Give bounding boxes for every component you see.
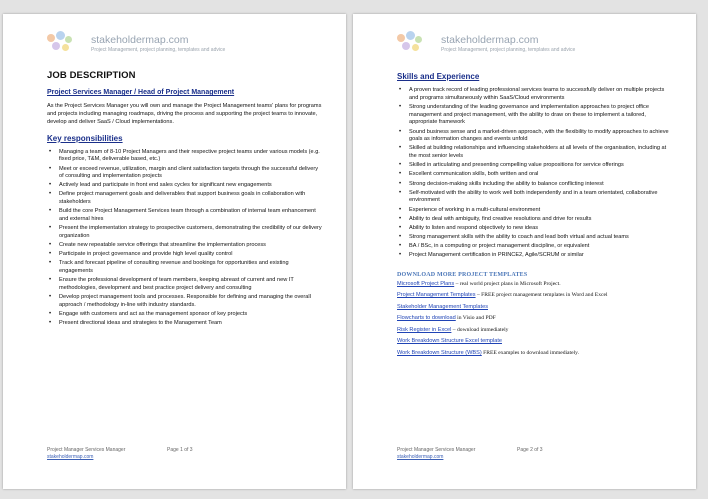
responsibilities-list [47, 149, 324, 328]
responsibility-item: • Engage with customers and act as the management sponsor of key projects [47, 311, 324, 319]
skill-item: • Ability to deal with ambiguity, find creative resolutions and drive for results [397, 216, 674, 224]
document-page-2 [353, 14, 696, 489]
skill-item: • BA / BSc, in a computing or project management discipline, or equivalent [397, 243, 674, 251]
skills-list [397, 87, 674, 260]
responsibility-item: • Track and forecast pipeline of consulting revenue and bookings for opportunities and existing engagements [47, 260, 324, 276]
stakeholdermap-logo-icon [395, 30, 425, 54]
skills-heading: Skills and Experience [397, 72, 480, 81]
skill-item: • Project Management certification in PRINCE2, Agile/SCRUM or similar [397, 252, 674, 260]
download-link[interactable]: Stakeholder Management Templates [397, 303, 489, 310]
page-2-content [397, 72, 674, 360]
download-description: – real world project plans in Microsoft Project. [454, 280, 561, 287]
download-link[interactable]: Microsoft Project Plans [397, 280, 455, 287]
responsibility-item: • Managing a team of 8-10 Project Managers and their respective project teams under various models (e.g. fixed price, T&M, deliverable based, etc.) [47, 149, 324, 165]
intro-paragraph: As the Project Services Manager you will own and manage the Project Management teams' plans for programs and projects including managing roadmaps, driving the process and supporting the project teams to innovate, develop and deliver SaaS / Cloud implementations. [47, 103, 322, 126]
footer-page-number: Page 2 of 3 [517, 447, 543, 453]
brand-tagline: Project Management, project planning, templates and advice [91, 47, 226, 53]
responsibility-item: • Present directional ideas and strategies to the Management Team [47, 320, 324, 328]
download-item [397, 280, 674, 288]
download-description: FREE examples to download immediately. [481, 349, 579, 356]
footer-page-number: Page 1 of 3 [167, 447, 193, 453]
brand-tagline: Project Management, project planning, templates and advice [441, 47, 576, 53]
stakeholdermap-logo-icon [45, 30, 75, 54]
downloads-heading: DOWNLOAD MORE PROJECT TEMPLATES [397, 271, 528, 278]
responsibility-item: • Meet or exceed revenue, utilization, margin and client satisfaction targets through the successful delivery of consulting and implementation projects [47, 166, 324, 182]
responsibility-item: • Ensure the professional development of team members, keeping abreast of current and new IT methodologies, development and best practice project delivery and consulting [47, 277, 324, 293]
download-link[interactable]: Risk Register in Excel [397, 326, 452, 333]
download-description: in Visio and PDF [455, 315, 496, 322]
skill-item: • A proven track record of leading professional services teams to successfully deliver on multiple projects and programs simultaneously within SaaS/Cloud environments [397, 87, 674, 103]
download-item [397, 303, 674, 311]
skill-item: • Skilled at building relationships and influencing stakeholders at all levels of the organisation, including at the most senior levels [397, 145, 674, 161]
document-page-1 [3, 14, 346, 489]
responsibility-item: • Present the implementation strategy to prospective customers, demonstrating the credibility of our delivery organization [47, 225, 324, 241]
responsibility-item: • Build the core Project Management Services team through a combination of internal team enhancement and external hires [47, 208, 324, 224]
download-item [397, 326, 674, 334]
brand-name: stakeholdermap.com [441, 34, 539, 46]
responsibility-item: • Define project management goals and deliverables that support business goals in collaboration with stakeholders [47, 191, 324, 207]
downloads-list [397, 280, 674, 357]
download-description: – FREE project management templates in Word and Excel [475, 292, 608, 299]
responsibilities-heading: Key responsibilities [47, 133, 123, 143]
responsibility-item: • Create new repeatable service offerings that streamline the implementation process [47, 242, 324, 250]
footer-title: Project Manager Services Manager [397, 447, 476, 453]
skill-item: • Strong decision-making skills including the ability to balance conflicting interest [397, 181, 674, 189]
skill-item: • Strong understanding of the leading governance and implementation approaches to project office management and project management, with the ability to draw on these to implement a tailored, appropriate framework [397, 104, 674, 127]
download-description: – download immediately [451, 326, 509, 333]
skill-item: • Excellent communication skills, both written and oral [397, 171, 674, 179]
page-1-content [47, 70, 324, 329]
skill-item: • Strong management skills with the ability to coach and lead both virtual and actual teams [397, 234, 674, 242]
responsibility-item: • Participate in project governance and provide high level quality control [47, 251, 324, 259]
download-link[interactable]: Project Management Templates [397, 292, 476, 299]
role-heading: Project Services Manager / Head of Project Management [47, 89, 235, 96]
download-link[interactable]: Flowcharts to download [397, 315, 456, 322]
footer-url-link[interactable]: stakeholdermap.com [397, 454, 444, 460]
download-item [397, 349, 674, 357]
doc-title: JOB DESCRIPTION [47, 70, 136, 81]
footer-url-link[interactable]: stakeholdermap.com [47, 454, 94, 460]
download-item [397, 291, 674, 299]
skill-item: • Self-motivated with the ability to work well both independently and in a team orientated, collaborative environment [397, 190, 674, 206]
page-1-footer [47, 447, 193, 461]
page-2-footer [397, 447, 543, 461]
skill-item: • Skilled in articulating and presenting compelling value propositions for service offerings [397, 162, 674, 170]
responsibility-item: • Actively lead and participate in front end sales cycles for significant new engagements [47, 182, 324, 190]
responsibility-item: • Develop project management tools and processes. Responsible for defining and managing the overall approach / methodology in-line with industry standards. [47, 294, 324, 310]
footer-title: Project Manager Services Manager [47, 447, 126, 453]
skill-item: • Ability to listen and respond objectively to new ideas [397, 225, 674, 233]
skill-item: • Experience of working in a multi-cultural environment [397, 207, 674, 215]
skill-item: • Sound business sense and a market-driven approach, with the flexibility to modify approaches to achieve goals as information changes and events unfold [397, 129, 674, 145]
download-item [397, 337, 674, 345]
download-item [397, 314, 674, 322]
download-link[interactable]: Work Breakdown Structure (WBS) [397, 349, 482, 356]
brand-name: stakeholdermap.com [91, 34, 189, 46]
download-link[interactable]: Work Breakdown Structure Excel template [397, 338, 502, 345]
